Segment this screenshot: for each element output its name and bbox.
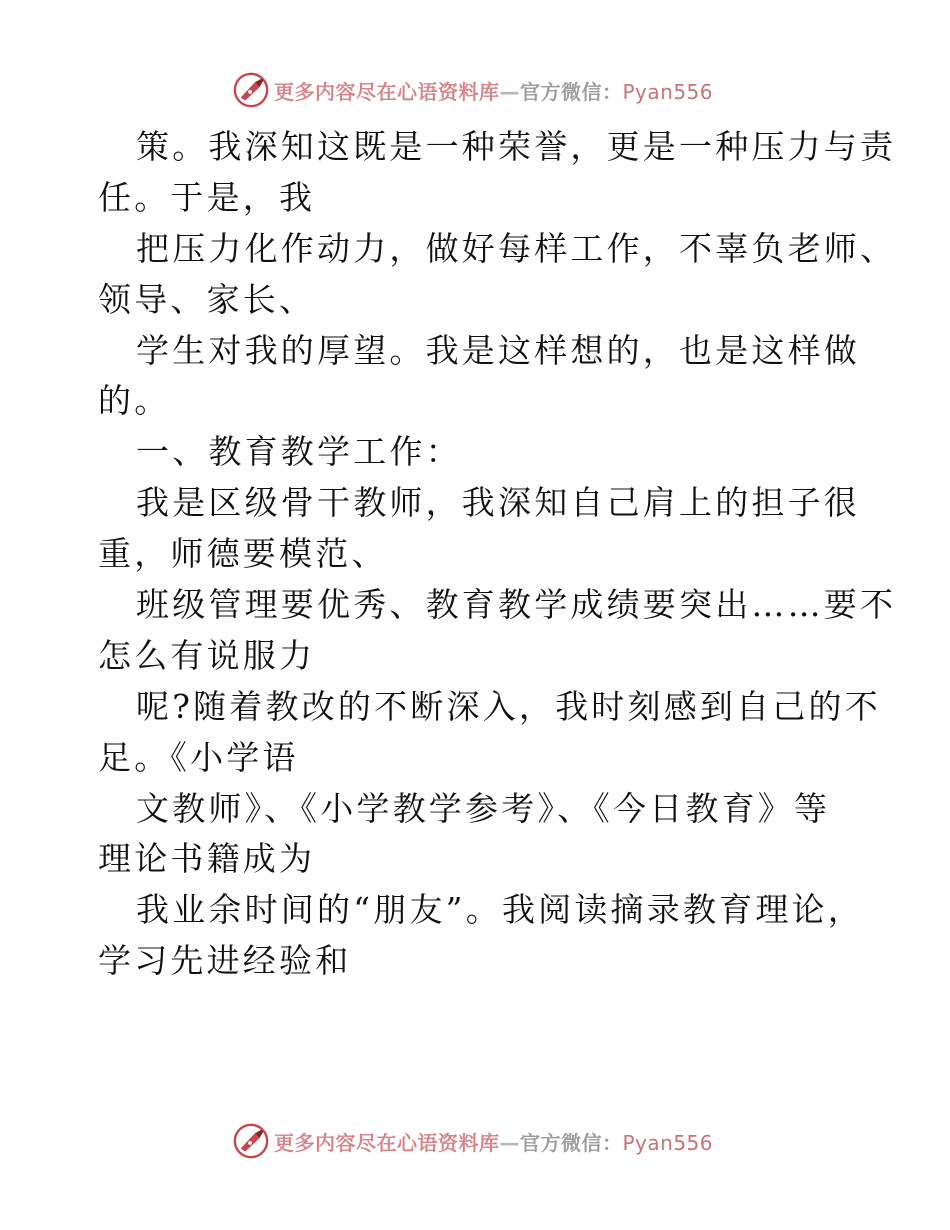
watermark-text bbox=[274, 76, 713, 105]
text-line: 重，师德要模范、 bbox=[98, 534, 388, 574]
text-line: 学生对我的厚望。我是这样想的，也是这样做 bbox=[136, 330, 860, 370]
text-line: 领导、家长、 bbox=[98, 279, 316, 319]
text-line: 足。《小学语 bbox=[98, 737, 299, 777]
watermark-text bbox=[274, 1127, 713, 1156]
text-line: 学习先进经验和 bbox=[98, 941, 352, 981]
header-watermark bbox=[232, 70, 713, 110]
text-line: 怎么有说服力 bbox=[98, 635, 316, 675]
text-line: 我是区级骨干教师，我深知自己肩上的担子很 bbox=[136, 483, 860, 523]
footer-watermark bbox=[232, 1121, 713, 1161]
watermark-brand: 更多内容尽在心语资料库 bbox=[274, 79, 500, 104]
text-line: 一、教育教学工作： bbox=[136, 432, 462, 472]
pen-nib-logo-icon bbox=[232, 1122, 270, 1160]
text-line: 我业余时间的“朋友”。我阅读摘录教育理论， bbox=[136, 890, 864, 930]
text-line: 策。我深知这既是一种荣誉，更是一种压力与责 bbox=[136, 127, 897, 166]
text-line: 的。 bbox=[98, 381, 171, 421]
watermark-wechat-id: Pyan556 bbox=[622, 79, 714, 104]
watermark-wechat-id: Pyan556 bbox=[622, 1130, 714, 1155]
text-line: 文教师》、《小学教学参考》、《今日教育》等 bbox=[136, 788, 831, 828]
text-line: 理论书籍成为 bbox=[98, 839, 316, 879]
text-line: 把压力化作动力，做好每样工作，不辜负老师、 bbox=[136, 228, 897, 268]
watermark-separator: — bbox=[499, 79, 520, 104]
text-line: 呢?随着教改的不断深入，我时刻感到自己的不 bbox=[136, 686, 881, 726]
text-line: 班级管理要优秀、教育教学成绩要突出……要不 bbox=[136, 585, 897, 625]
pen-nib-logo-icon bbox=[232, 71, 270, 109]
text-line: 任。于是，我 bbox=[98, 177, 316, 217]
document-body bbox=[98, 122, 897, 987]
watermark-label: 官方微信： bbox=[520, 1130, 623, 1155]
watermark-separator: — bbox=[499, 1130, 520, 1155]
watermark-label: 官方微信： bbox=[520, 79, 623, 104]
watermark-brand: 更多内容尽在心语资料库 bbox=[274, 1130, 500, 1155]
